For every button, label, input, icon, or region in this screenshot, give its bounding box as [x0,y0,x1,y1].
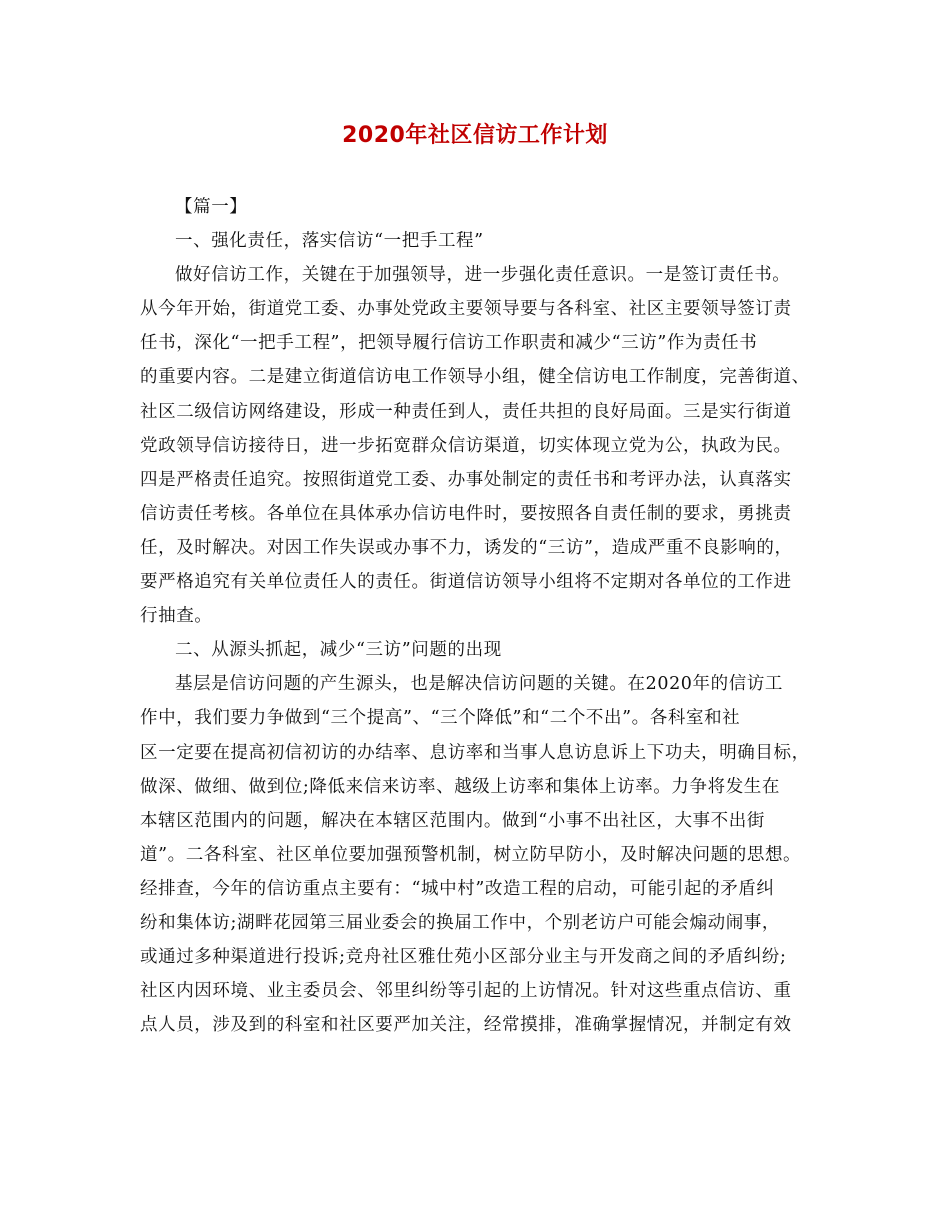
text-line: 或通过多种渠道进行投诉;竞舟社区雅仕苑小区部分业主与开发商之间的矛盾纠纷; [140,947,787,968]
text-line: 做深、做细、做到位;降低来信来访率、越级上访率和集体上访率。力争将发生在 [140,776,780,797]
text-line: 【篇一】 [175,197,248,217]
text-line: 做好信访工作，关键在于加强领导，进一步强化责任意识。一是签订责任书。 [175,265,791,286]
text-line: 区一定要在提高初信初访的办结率、息访率和当事人息访息诉上下功夫，明确目标， [140,742,810,763]
text-line: 道”。二各科室、社区单位要加强预警机制，树立防早防小，及时解决问题的思想。 [140,844,802,865]
text-line: 要严格追究有关单位责任人的责任。街道信访领导小组将不定期对各单位的工作进 [140,572,792,593]
document-title: 2020年社区信访工作计划 [342,123,608,148]
text-line: 行抽查。 [140,606,213,627]
text-line: 信访责任考核。各单位在具体承办信访电件时，要按照各自责任制的要求，勇挑责 [140,503,792,524]
text-line: 社区二级信访网络建设，形成一种责任到人，责任共担的良好局面。三是实行街道 [140,401,792,422]
text-line: 纷和集体访;湖畔花园第三届业委会的换届工作中，个别老访户可能会煽动闹事， [140,912,780,933]
text-line: 二、从源头抓起，减少“三访”问题的出现 [175,640,502,661]
document-body [140,190,825,1042]
text-line: 从今年开始，街道党工委、办事处党政主要领导要与各科室、社区主要领导签订责 [140,299,792,320]
text-line: 党政领导信访接待日，进一步拓宽群众信访渠道，切实体现立党为公，执政为民。 [140,435,792,456]
text-line: 的重要内容。二是建立街道信访电工作领导小组，健全信访电工作制度，完善街道、 [140,367,810,388]
text-line: 基层是信访问题的产生源头，也是解决信访问题的关键。在2020年的信访工 [175,674,784,695]
text-line: 一、强化责任，落实信访“一把手工程” [175,231,484,252]
text-line: 任书，深化“一把手工程”，把领导履行信访工作职责和减少“三访”作为责任书 [140,333,758,354]
text-line: 点人员，涉及到的科室和社区要严加关注，经常摸排，准确掌握情况，并制定有效 [140,1015,792,1036]
text-line: 任，及时解决。对因工作失误或办事不力，诱发的“三访”，造成严重不良影响的， [140,537,793,558]
text-line: 四是严格责任追究。按照街道党工委、办事处制定的责任书和考评办法，认真落实 [140,469,792,490]
text-line: 作中，我们要力争做到“三个提高”、“三个降低”和“二个不出”。各科室和社 [140,708,741,729]
text-line: 经排查，今年的信访重点主要有：“城中村”改造工程的启动，可能引起的矛盾纠 [140,878,775,899]
text-line: 社区内因环境、业主委员会、邻里纠纷等引起的上访情况。针对这些重点信访、重 [140,981,792,1002]
text-line: 本辖区范围内的问题，解决在本辖区范围内。做到“小事不出社区，大事不出街 [140,810,765,831]
